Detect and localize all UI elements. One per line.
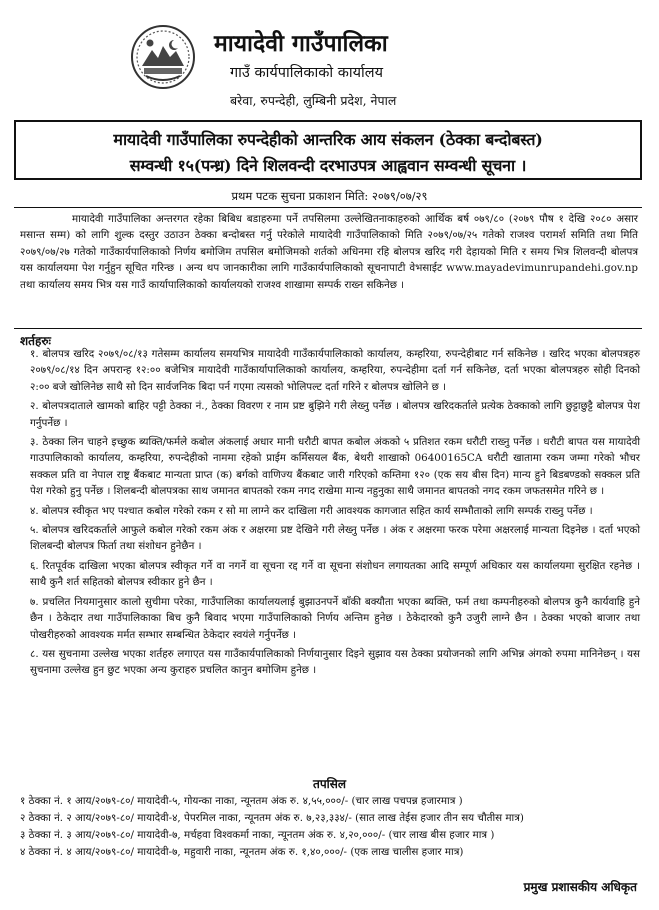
schedule-heading: तपसिल xyxy=(312,777,346,791)
term-item: ८. यस सुचनामा उल्लेख भएका शर्तहरु लगाएत यस गाउँकार्यपालिकाको निर्णयानुसार दिइने सुझाव यस ठेक्का प्रयोजनको लागि अभिन्न अंगको रुपमा मानिनेछन् । यस सुचनामा उल्लेख हुन छुट भएका अन्य कुराहरु प्रचलित कानुन बमोजिम हुनेछ । xyxy=(30,647,640,677)
term-item: ३. ठेक्का लिन चाहने इच्छुक ब्यक्ति/फर्मले कबोल अंकलाई अधार मानी धरौटी बापत कबोल अंकको ५ प्रतिशत रकम धरौटी राख्नु पर्नेछ । धरौटी बापत यस मायादेवी गाउपालिकाको कार्यालय, कम्हरिया, रुपन्देहीको नाममा रहेको प्राईम कर्मिसयल बैंक, बेथरी शाखाको 06400165CA धरौटी खातामा रकम जम्मा गरेको भौचर सक्कल प्रति वा नेपाल राष्ट्र बैंकबाट मान्यता प्राप्त (क) बर्गको वाणिज्य बैंकबाट जारी गरिएको कम्तिमा १२० (एक सय बीस दिन) मान्य हुने बिडबण्डको सक्कल प्रति पेश गरेको हुनु पर्नेछ । शिलबन्दी बोलपत्रका साथ जमानत बापतको रकम नगद राखेमा मान्य नहुनुका साथै जमानत बापतको नगद रकम जफतसमेत गरिने छ । xyxy=(30,436,640,498)
term-item: २. बोलपत्रदाताले खामको बाहिर पट्टी ठेक्का नं., ठेक्का विवरण र नाम प्रष्ट बुझिने गरी लेख्नु पर्नेछ । बोलपत्र खरिदकर्ताले प्रत्येक ठेक्काको लागि छुट्टाछुट्टै बोलपत्र पेश गर्नुपर्नेछ । xyxy=(30,400,640,429)
nepal-government-emblem-icon xyxy=(130,24,196,90)
notice-title-line-1: मायादेवी गाउँपालिका रुपन्देहीको आन्तरिक आय संकलन (ठेक्का बन्दोबस्त) xyxy=(113,130,543,149)
terms-list xyxy=(20,346,640,682)
signatory: प्रमुख प्रशासकीय अधिकृत xyxy=(523,880,637,894)
term-item: १. बोलपत्र खरिद २०७९/०८/१३ गतेसम्म कार्यालय समयभित्र मायादेवी गाउँकार्यपालिकाको कार्यालय, कम्हरिया, रुपन्देहीबाट गर्न सकिनेछ । खरिद भएका बोलपत्रहरु २०७९/०८/१४ दिन अपरान्ह १२:०० बजेभित्र मायादेवी गाउँकार्यापालिकाको कार्यालय, कम्हरिया, रुपन्देहीमा दर्ता गर्न सकिनेछ, दर्ता भएका बोलपत्रहरु सोही दिनको २:०० बजे खोलिनेछ साथै सो दिन सार्वजनिक बिदा पर्न गएमा त्यसको भोलिपल्ट दर्ता गरिने र बोलपत्र खोलिने छ । xyxy=(30,348,640,393)
org-name: मायादेवी गाउँपालिका xyxy=(214,30,388,57)
terms-heading: शर्तहरुः xyxy=(20,334,51,348)
schedule-item: १ ठेक्का नं. १ आय/२०७९-८०/ मायादेवी-५, गोयन्का नाका, न्यूनतम अंक रु. ४,५५,०००/- (चार लाख पचपन्न हजारमात्र ) xyxy=(20,795,463,807)
term-item: ७. प्रचलित नियमानुसार कालो सुचीमा परेका, गाउँपालिका कार्यालयलाई बुझाउनपर्ने बाँकी बक्यौता भएका ब्यक्ति, फर्म तथा कम्पनीहरुको बोलपत्र कुनै कार्यवाहि हुने छैन । ठेकेदार तथा गाउँपालिकाका बिच कुनै बिवाद भएमा गाउँपालिकाको निर्णय अन्तिम हुनेछ । ठेकेदारको कुनै उजुरी लाग्ने छैन । ठेक्का भएको बाजार तथा पोखरीहरुको आवश्यक मर्मत सम्भार सम्बन्धित ठेकेदार स्वयंले गर्नुपर्नेछ । xyxy=(30,595,640,641)
intro-paragraph: मायादेवी गाउँपालिका अन्तरगत रहेका बिबिध बडाहरुमा पर्ने तपसिलमा उल्लेखितनाकाहरुको आर्थिक बर्ष ०७९/८० (२०७९ पौष १ देखि २०८० असार मसान्त सम्म) को लागि शुल्क दस्तुर उठाउन ठेक्का बन्दोबस्त गर्नु परेकोले मायादेवी गाउँपालिकाको मिति २०७९/०७/२५ गतेको राजश्व परामर्श समिति तथा मिति २०७९/०७/२७ गतेको गाउँकार्यपालिकाको निर्णय बमोजिम तपसिल बमोजिमको शर्तको अधिनमा रहि बोलपत्र खरिद गरी देहायको मिति र समय भित्र शिलवन्दी बोलपत्र यस कार्यालयमा पेश गर्नुहुन सूचित गरिन्छ । अन्य थप जानकारीका लागि गाउँकार्यपालिकाको सूचनापाटी वेभसाईट www.mayadevimunrupandehi.gov.np तथा कार्यालय समय भित्र यस गाउँ कार्यापालिकाको कार्यालयको राजश्व शाखामा सम्पर्क राख्न सकिनेछ । xyxy=(20,213,639,291)
letterhead xyxy=(0,0,659,112)
schedule-list xyxy=(20,793,640,861)
term-item: ५. बोलपत्र खरिदकर्ताले आफुले कबोल गरेको रकम अंक र अक्षरमा प्रष्ट देखिने गरी लेख्नु पर्नेछ । अंक र अक्षरमा फरक परेमा अक्षरलाई मान्यता दिइनेछ । दर्ता भएको शिलबन्दी बोलपत्र फिर्ता तथा संशोधन हुनेछैन । xyxy=(30,524,640,553)
term-item: ६. रितपूर्वक दाखिला भएका बोलपत्र स्वीकृत गर्ने वा नगर्ने वा सूचना रद्द गर्ने वा सूचना संशोधन लगायतका आदि सम्पूर्ण अधिकार यस कार्यालयमा सुरक्षित रहनेछ । साथै कुनै शर्त सहितको बोलपत्र स्वीकार हुने छैन । xyxy=(30,559,640,589)
divider xyxy=(14,207,642,208)
office-name: गाउँ कार्यपालिकाको कार्यालय xyxy=(230,65,384,81)
notice-title-line-2: सम्वन्धी १५(पन्ध्र) दिने शिलवन्दी दरभाउपत्र आह्ववान सम्वन्धी सूचना । xyxy=(129,156,527,175)
publication-date: प्रथम पटक सुचना प्रकाशन मिति: २०७९/०७/२९ xyxy=(231,189,428,203)
term-item: ४. बोलपत्र स्वीकृत भए पश्चात कबोल गरेको रकम र सो मा लाग्ने कर दाखिला गरी आवश्यक कागजात सहित कार्य सम्भौताको लागि सम्पर्क राख्नु पर्नेछ । xyxy=(30,504,593,517)
notice-title-box xyxy=(14,120,642,180)
divider xyxy=(14,328,642,329)
schedule-item: ३ ठेक्का नं. ३ आय/२०७९-८०/ मायादेवी-७, मर्चहवा विश्वकर्मा नाका, न्यूनतम अंक रु. ४,२०,०००/- (चार लाख बीस हजार मात्र ) xyxy=(20,829,495,841)
office-address: बरेवा, रुपन्देही, लुम्बिनी प्रदेश, नेपाल xyxy=(230,93,397,108)
schedule-item: २ ठेक्का नं. २ आय/२०७९-८०/ मायादेवी-४, पेपरमिल नाका, न्यूनतम अंक रु. ७,२३,३३४/- (सात लाख तेईस हजार तीन सय चौतीस मात्र) xyxy=(20,812,524,824)
schedule-item: ४ ठेक्का नं. ४ आय/२०७९-८०/ मायादेवी-७, महुवारी नाका, न्यूनतम अंक रु. १,४०,०००/- (एक लाख चालीस हजार मात्र) xyxy=(20,846,464,858)
